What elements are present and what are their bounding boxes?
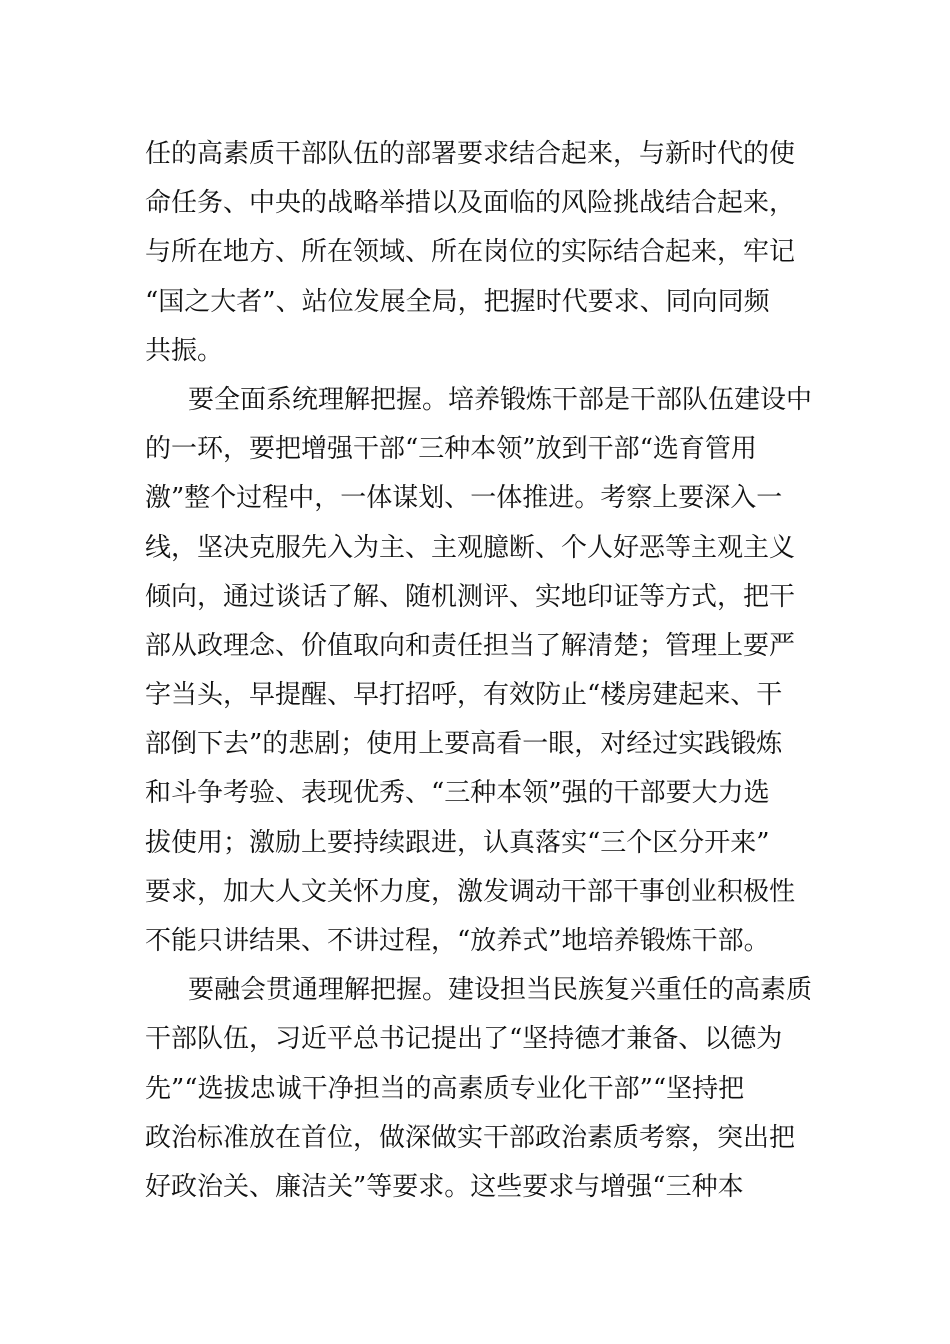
text-line: 倾向，通过谈话了解、随机测评、实地印证等方式，把干 xyxy=(145,581,796,612)
text-line: 的一环，要把增强干部“三种本领”放到干部“选育管用 xyxy=(145,434,757,465)
text-line: 拔使用；激励上要持续跟进，认真落实“三个区分开来” xyxy=(145,827,770,858)
text-line: 部从政理念、价值取向和责任担当了解清楚；管理上要严 xyxy=(145,630,796,661)
text-line: 任的高素质干部队伍的部署要求结合起来，与新时代的使 xyxy=(145,139,796,169)
text-line: 先”“选拔忠诚干净担当的高素质专业化干部”“坚持把 xyxy=(145,1073,745,1104)
text-line: 政治标准放在首位，做深做实干部政治素质考察，突出把 xyxy=(145,1122,796,1153)
text-line: 要求，加大人文关怀力度，激发调动干部干事创业积极性 xyxy=(145,876,796,907)
text-line: “国之大者”、站位发展全局，把握时代要求、同向同频 xyxy=(145,286,770,317)
paragraph-first-line: 要融会贯通理解把握。建设担当民族复兴重任的高素质 xyxy=(188,975,813,1006)
text-line: 命任务、中央的战略举措以及面临的风险挑战结合起来， xyxy=(145,188,796,219)
text-line: 激”整个过程中，一体谋划、一体推进。考察上要深入一 xyxy=(145,483,783,514)
text-line: 字当头，早提醒、早打招呼，有效防止“楼房建起来、干 xyxy=(145,680,783,711)
text-line: 不能只讲结果、不讲过程，“放养式”地培养锻炼干部。 xyxy=(145,926,770,956)
text-line: 线，坚决克服先入为主、主观臆断、个人好恶等主观主义 xyxy=(145,532,796,563)
text-line: 共振。 xyxy=(145,335,224,366)
text-line: 与所在地方、所在领域、所在岗位的实际结合起来，牢记 xyxy=(145,237,796,268)
body-text xyxy=(145,130,813,1212)
text-line: 部倒下去”的悲剧；使用上要高看一眼，对经过实践锻炼 xyxy=(145,729,783,760)
text-line: 和斗争考验、表现优秀、“三种本领”强的干部要大力选 xyxy=(145,778,770,809)
paragraph-first-line: 要全面系统理解把握。培养锻炼干部是干部队伍建设中 xyxy=(188,384,813,415)
text-line: 好政治关、廉洁关”等要求。这些要求与增强“三种本 xyxy=(145,1171,744,1202)
text-line: 干部队伍，习近平总书记提出了“坚持德才兼备、以德为 xyxy=(145,1024,783,1055)
